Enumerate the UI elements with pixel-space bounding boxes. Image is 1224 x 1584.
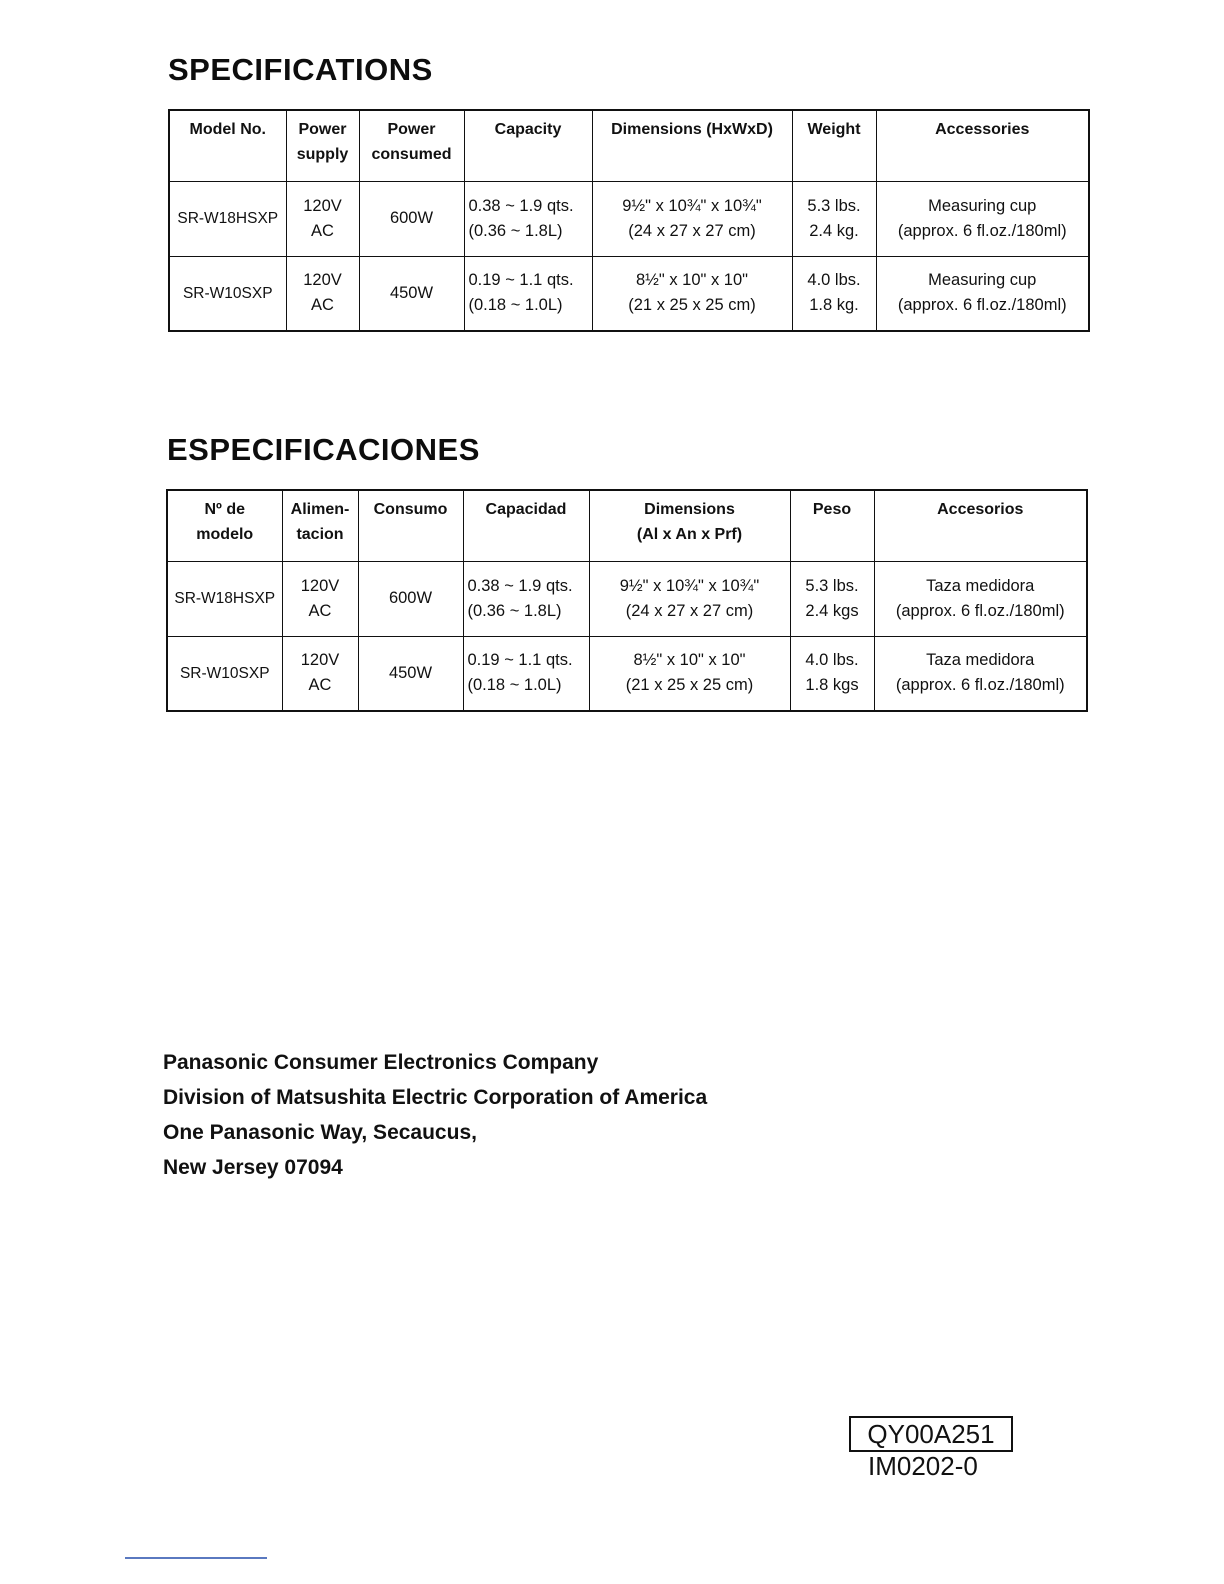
header-power-consumed bbox=[359, 110, 464, 181]
table-header-row bbox=[167, 490, 1087, 561]
document-code-sub: IM0202-0 bbox=[868, 1451, 978, 1481]
header-capacity: Capacity bbox=[464, 110, 592, 181]
specifications-heading: SPECIFICATIONS bbox=[168, 52, 433, 87]
consumed-cell: 450W bbox=[358, 636, 463, 711]
cell-text: (approx. 6 fl.oz./180ml) bbox=[895, 676, 1065, 695]
consumed-cell: 450W bbox=[359, 256, 464, 331]
header-accessories: Accessories bbox=[876, 110, 1089, 181]
cell-text: (24 x 27 x 27 cm) bbox=[625, 601, 754, 620]
cell-text: (0.36 ~ 1.8L) bbox=[468, 221, 563, 240]
cell-text: (0.18 ~ 1.0L) bbox=[468, 296, 563, 315]
cell-text: AC bbox=[308, 601, 332, 620]
dimensions-cell bbox=[589, 636, 790, 711]
cell-text: 2.4 kgs bbox=[805, 601, 859, 620]
cell-text: Taza medidora bbox=[926, 651, 1035, 670]
weight-cell bbox=[792, 256, 876, 331]
supply-cell bbox=[282, 636, 358, 711]
cell-text: 4.0 lbs. bbox=[805, 651, 859, 670]
cell-text: 1.8 kgs bbox=[805, 676, 859, 695]
header-power-consumed: Consumo bbox=[358, 490, 463, 561]
cell-text: 0.38 ~ 1.9 qts. bbox=[468, 196, 574, 215]
cell-text: 0.19 ~ 1.1 qts. bbox=[467, 651, 573, 670]
cell-text: 120V bbox=[300, 651, 340, 670]
cell-text: 9½" x 10¾" x 10¾" bbox=[622, 196, 762, 215]
table-row bbox=[167, 636, 1087, 711]
capacity-cell bbox=[463, 561, 589, 636]
cell-text: 2.4 kg. bbox=[809, 221, 859, 240]
cell-text: 120V bbox=[303, 196, 342, 215]
header-weight: Weight bbox=[792, 110, 876, 181]
company-address bbox=[163, 1045, 707, 1185]
header-text: (Al x An x Prf) bbox=[636, 526, 743, 543]
header-dimensions bbox=[589, 490, 790, 561]
supply-cell bbox=[282, 561, 358, 636]
header-power-supply bbox=[286, 110, 359, 181]
dimensions-cell bbox=[592, 256, 792, 331]
model-cell: SR-W10SXP bbox=[167, 636, 282, 711]
header-text: Dimensions bbox=[644, 501, 735, 518]
accessories-cell bbox=[874, 636, 1087, 711]
cell-text: Measuring cup bbox=[928, 196, 1037, 215]
header-text: Nº de bbox=[204, 501, 245, 518]
address-line: Division of Matsushita Electric Corporation of America bbox=[163, 1086, 708, 1109]
accessories-cell bbox=[876, 181, 1089, 256]
accessories-cell bbox=[876, 256, 1089, 331]
cell-text: 8½" x 10" x 10" bbox=[635, 271, 749, 290]
cell-text: (24 x 27 x 27 cm) bbox=[628, 221, 756, 240]
weight-cell bbox=[790, 636, 874, 711]
weight-cell bbox=[790, 561, 874, 636]
model-cell: SR-W10SXP bbox=[169, 256, 286, 331]
accessories-cell bbox=[874, 561, 1087, 636]
especificaciones-table bbox=[166, 489, 1088, 712]
scan-artifact-line bbox=[125, 1557, 267, 1559]
cell-text: 4.0 lbs. bbox=[807, 271, 861, 290]
cell-text: AC bbox=[311, 296, 334, 315]
cell-text: 9½" x 10¾" x 10¾" bbox=[619, 576, 760, 595]
cell-text: 5.3 lbs. bbox=[807, 196, 861, 215]
weight-cell bbox=[792, 181, 876, 256]
address-line: New Jersey 07094 bbox=[163, 1156, 343, 1179]
address-line: Panasonic Consumer Electronics Company bbox=[163, 1051, 599, 1074]
cell-text: (21 x 25 x 25 cm) bbox=[628, 296, 756, 315]
supply-cell bbox=[286, 256, 359, 331]
capacity-cell bbox=[464, 181, 592, 256]
document-code-box: QY00A251 bbox=[849, 1416, 1013, 1452]
capacity-cell bbox=[464, 256, 592, 331]
header-model: Model No. bbox=[169, 110, 286, 181]
model-cell: SR-W18HSXP bbox=[169, 181, 286, 256]
address-line: One Panasonic Way, Secaucus, bbox=[163, 1121, 477, 1144]
cell-text: (approx. 6 fl.oz./180ml) bbox=[897, 221, 1067, 240]
cell-text: 8½" x 10" x 10" bbox=[633, 651, 746, 670]
cell-text: Taza medidora bbox=[926, 576, 1035, 595]
header-power-supply bbox=[282, 490, 358, 561]
cell-text: AC bbox=[308, 676, 332, 695]
specifications-table bbox=[168, 109, 1090, 332]
header-text: consumed bbox=[371, 146, 452, 163]
cell-text: AC bbox=[311, 221, 334, 240]
consumed-cell: 600W bbox=[359, 181, 464, 256]
header-text: modelo bbox=[196, 526, 254, 543]
dimensions-cell bbox=[589, 561, 790, 636]
cell-text: 1.8 kg. bbox=[809, 296, 859, 315]
header-accessories: Accesorios bbox=[874, 490, 1087, 561]
header-model bbox=[167, 490, 282, 561]
cell-text: 5.3 lbs. bbox=[805, 576, 859, 595]
model-cell: SR-W18HSXP bbox=[167, 561, 282, 636]
cell-text: (0.18 ~ 1.0L) bbox=[467, 676, 562, 695]
cell-text: 0.38 ~ 1.9 qts. bbox=[467, 576, 573, 595]
header-text: Alimen- bbox=[290, 501, 350, 518]
table-row bbox=[169, 181, 1089, 256]
cell-text: 120V bbox=[300, 576, 340, 595]
cell-text: (approx. 6 fl.oz./180ml) bbox=[897, 296, 1067, 315]
cell-text: (0.36 ~ 1.8L) bbox=[467, 601, 562, 620]
header-capacity: Capacidad bbox=[463, 490, 589, 561]
table-header-row bbox=[169, 110, 1089, 181]
especificaciones-heading: ESPECIFICACIONES bbox=[167, 432, 480, 467]
cell-text: Measuring cup bbox=[928, 271, 1037, 290]
header-dimensions: Dimensions (HxWxD) bbox=[592, 110, 792, 181]
table-row bbox=[169, 256, 1089, 331]
header-text: Power bbox=[298, 121, 347, 138]
cell-text: 120V bbox=[303, 271, 342, 290]
header-text: tacion bbox=[296, 526, 344, 543]
cell-text: 0.19 ~ 1.1 qts. bbox=[468, 271, 574, 290]
header-text: Power bbox=[387, 121, 436, 138]
table-row bbox=[167, 561, 1087, 636]
cell-text: (21 x 25 x 25 cm) bbox=[625, 676, 754, 695]
consumed-cell: 600W bbox=[358, 561, 463, 636]
cell-text: (approx. 6 fl.oz./180ml) bbox=[895, 601, 1065, 620]
header-text: supply bbox=[296, 146, 349, 163]
supply-cell bbox=[286, 181, 359, 256]
capacity-cell bbox=[463, 636, 589, 711]
dimensions-cell bbox=[592, 181, 792, 256]
header-weight: Peso bbox=[790, 490, 874, 561]
